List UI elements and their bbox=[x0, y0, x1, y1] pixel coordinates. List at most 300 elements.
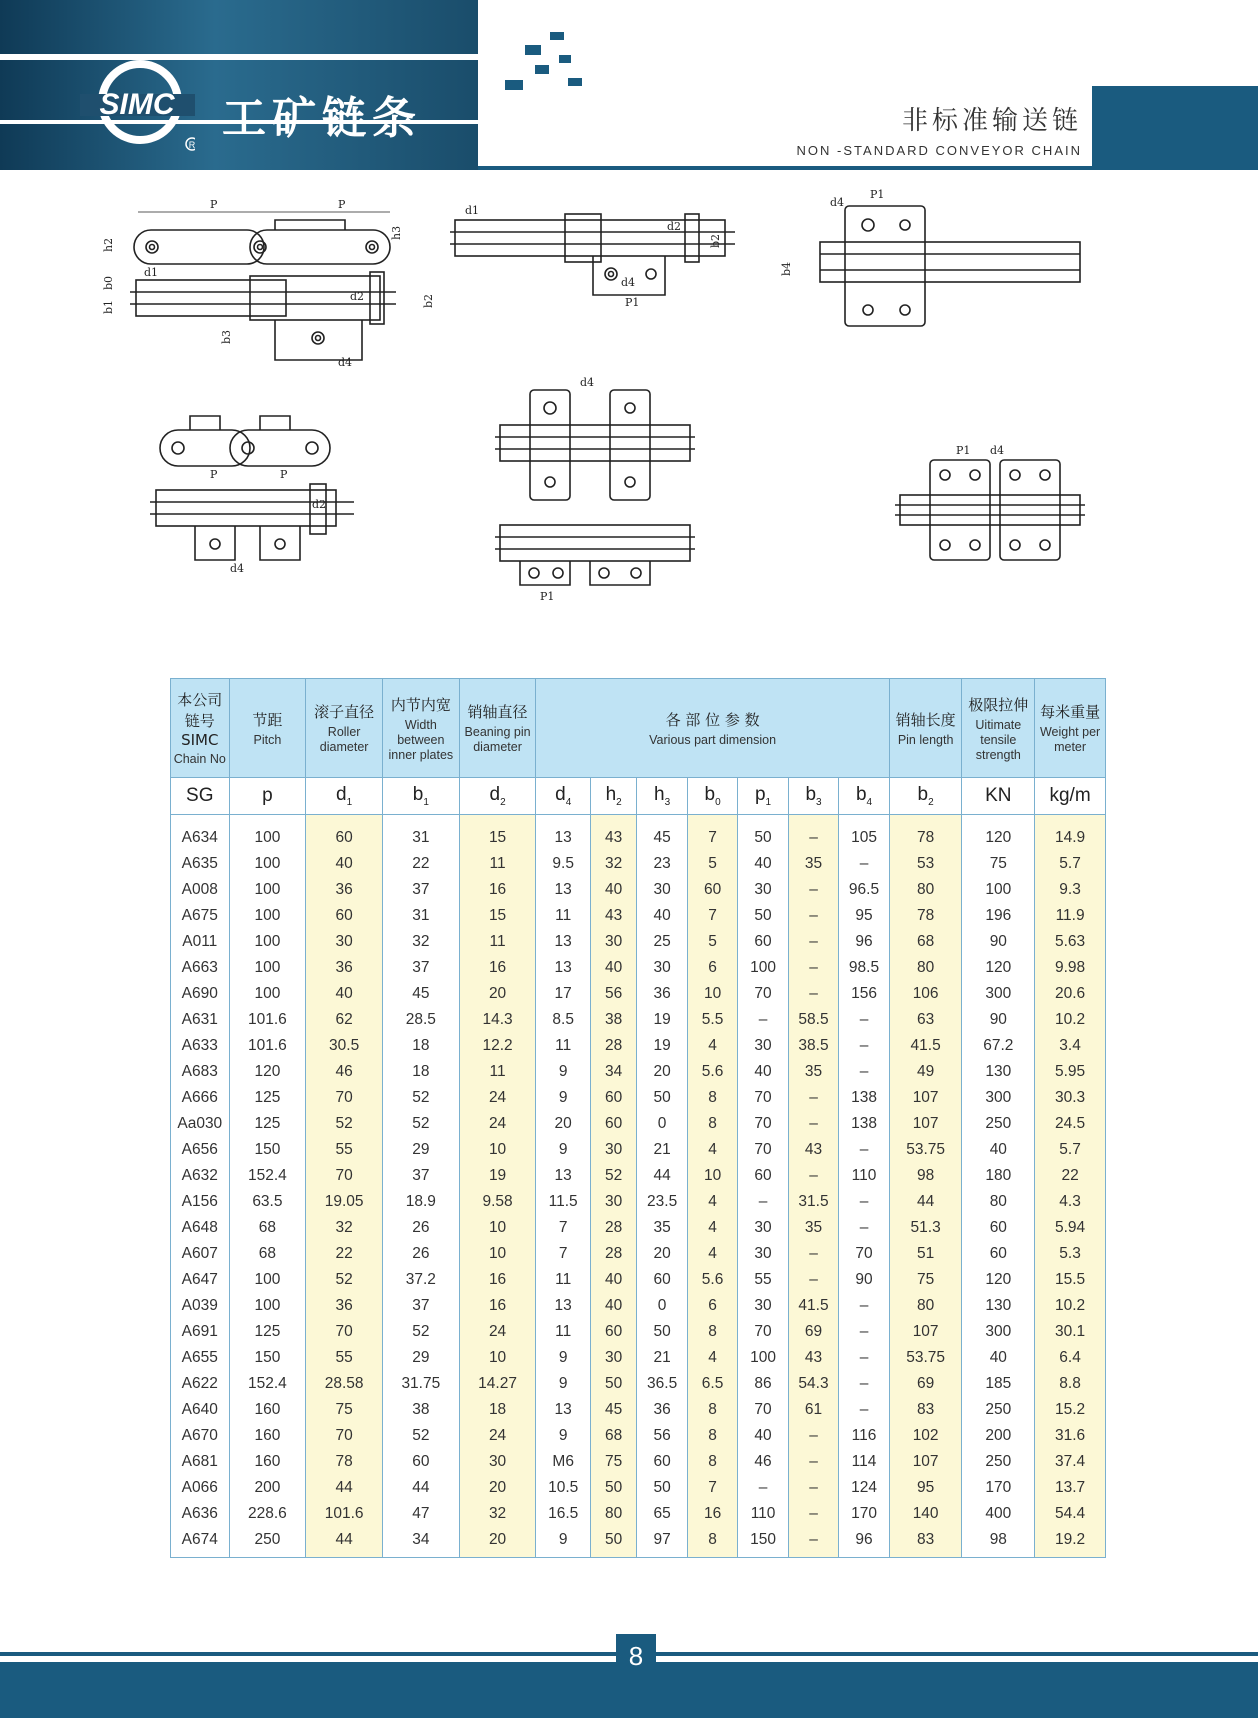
table-row bbox=[171, 1007, 1106, 1033]
table-cell: 36.5 bbox=[637, 1371, 687, 1397]
symbol-cell: $b_3$ bbox=[788, 778, 838, 815]
table-cell: 30 bbox=[306, 929, 383, 955]
table-cell: 8.8 bbox=[1035, 1371, 1106, 1397]
table-cell: 38 bbox=[590, 1007, 636, 1033]
table-cell: 70 bbox=[738, 1111, 788, 1137]
table-cell: 78 bbox=[889, 815, 962, 852]
table-cell: 11 bbox=[536, 903, 591, 929]
table-cell: A666 bbox=[171, 1085, 230, 1111]
header-stripe bbox=[0, 54, 478, 60]
table-cell: 40 bbox=[962, 1137, 1035, 1163]
table-cell: 4 bbox=[687, 1137, 737, 1163]
table-cell: 31.6 bbox=[1035, 1423, 1106, 1449]
table-cell: 10 bbox=[459, 1215, 536, 1241]
header-roller-diameter: 滚子直径 Roller diameter bbox=[306, 679, 383, 778]
table-cell: 11.9 bbox=[1035, 903, 1106, 929]
table-row bbox=[171, 1241, 1106, 1267]
table-cell: A636 bbox=[171, 1501, 230, 1527]
table-cell: 37 bbox=[382, 877, 459, 903]
table-row bbox=[171, 1475, 1106, 1501]
table-cell: 40 bbox=[590, 1293, 636, 1319]
page-header bbox=[0, 0, 1258, 170]
table-cell: – bbox=[839, 1293, 890, 1319]
table-cell: 20 bbox=[536, 1111, 591, 1137]
table-cell: A634 bbox=[171, 815, 230, 852]
table-cell: 5.63 bbox=[1035, 929, 1106, 955]
table-cell: 11 bbox=[459, 1059, 536, 1085]
table-row bbox=[171, 851, 1106, 877]
table-cell: 22 bbox=[1035, 1163, 1106, 1189]
table-cell: 120 bbox=[229, 1059, 306, 1085]
table-cell: 70 bbox=[306, 1163, 383, 1189]
table-cell: – bbox=[788, 903, 838, 929]
label-b0: b0 bbox=[102, 275, 115, 290]
table-cell: 60 bbox=[382, 1449, 459, 1475]
table-cell: 250 bbox=[962, 1449, 1035, 1475]
table-cell: 30.5 bbox=[306, 1033, 383, 1059]
table-cell: 54.4 bbox=[1035, 1501, 1106, 1527]
table-cell: 90 bbox=[839, 1267, 890, 1293]
table-cell: 140 bbox=[889, 1501, 962, 1527]
table-cell: 5.6 bbox=[687, 1059, 737, 1085]
table-cell: – bbox=[839, 1319, 890, 1345]
table-cell: 16.5 bbox=[536, 1501, 591, 1527]
table-cell: 29 bbox=[382, 1345, 459, 1371]
table-cell: 3.4 bbox=[1035, 1033, 1106, 1059]
table-cell: A607 bbox=[171, 1241, 230, 1267]
table-cell: 37.2 bbox=[382, 1267, 459, 1293]
table-cell: A681 bbox=[171, 1449, 230, 1475]
table-cell: 200 bbox=[229, 1475, 306, 1501]
chain-technical-drawings bbox=[100, 180, 1140, 660]
table-cell: 20 bbox=[459, 1527, 536, 1558]
table-cell: 37 bbox=[382, 1163, 459, 1189]
table-cell: 21 bbox=[637, 1137, 687, 1163]
table-cell: 23 bbox=[637, 851, 687, 877]
table-cell: 300 bbox=[962, 1319, 1035, 1345]
table-cell: – bbox=[839, 1007, 890, 1033]
table-cell: 20 bbox=[637, 1241, 687, 1267]
table-cell: 300 bbox=[962, 981, 1035, 1007]
table-cell: 10.2 bbox=[1035, 1293, 1106, 1319]
table-cell: – bbox=[788, 1163, 838, 1189]
table-cell: 13 bbox=[536, 1163, 591, 1189]
table-cell: 53.75 bbox=[889, 1137, 962, 1163]
table-cell: 10.5 bbox=[536, 1475, 591, 1501]
table-cell: 75 bbox=[889, 1267, 962, 1293]
table-cell: 23.5 bbox=[637, 1189, 687, 1215]
table-cell: 18 bbox=[459, 1397, 536, 1423]
table-cell: 44 bbox=[637, 1163, 687, 1189]
symbol-cell: $b_1$ bbox=[382, 778, 459, 815]
table-cell: 114 bbox=[839, 1449, 890, 1475]
drawing-1 bbox=[102, 198, 435, 369]
table-cell: 36 bbox=[637, 981, 687, 1007]
table-cell: 9 bbox=[536, 1371, 591, 1397]
table-cell: 60 bbox=[637, 1267, 687, 1293]
symbol-cell: $h_2$ bbox=[590, 778, 636, 815]
table-cell: – bbox=[788, 1501, 838, 1527]
table-cell: 150 bbox=[738, 1527, 788, 1558]
table-cell: 70 bbox=[306, 1423, 383, 1449]
table-cell: 34 bbox=[382, 1527, 459, 1558]
table-cell: A647 bbox=[171, 1267, 230, 1293]
label-p1: P1 bbox=[540, 590, 555, 603]
label-p: P bbox=[338, 198, 346, 211]
table-cell: A640 bbox=[171, 1397, 230, 1423]
table-cell: 86 bbox=[738, 1371, 788, 1397]
table-cell: 8 bbox=[687, 1449, 737, 1475]
table-cell: 56 bbox=[590, 981, 636, 1007]
table-cell: 9 bbox=[536, 1527, 591, 1558]
table-cell: 180 bbox=[962, 1163, 1035, 1189]
table-cell: 60 bbox=[306, 815, 383, 852]
label-d4: d4 bbox=[580, 376, 595, 389]
table-cell: 22 bbox=[382, 851, 459, 877]
table-cell: 36 bbox=[306, 955, 383, 981]
table-cell: 100 bbox=[738, 955, 788, 981]
label-b3: b3 bbox=[220, 329, 233, 344]
table-cell: 400 bbox=[962, 1501, 1035, 1527]
table-cell: – bbox=[738, 1475, 788, 1501]
table-cell: A655 bbox=[171, 1345, 230, 1371]
table-cell: 10 bbox=[459, 1345, 536, 1371]
table-cell: 10 bbox=[687, 981, 737, 1007]
table-cell: 24.5 bbox=[1035, 1111, 1106, 1137]
table-cell: 70 bbox=[306, 1085, 383, 1111]
table-cell: 46 bbox=[738, 1449, 788, 1475]
table-cell: 44 bbox=[382, 1475, 459, 1501]
table-cell: 152.4 bbox=[229, 1371, 306, 1397]
label-p1: P1 bbox=[625, 296, 640, 309]
table-cell: – bbox=[788, 815, 838, 852]
table-cell: 7 bbox=[536, 1241, 591, 1267]
table-cell: 16 bbox=[687, 1501, 737, 1527]
table-row bbox=[171, 1267, 1106, 1293]
table-cell: 50 bbox=[637, 1475, 687, 1501]
symbol-cell: p bbox=[229, 778, 306, 815]
decor-block bbox=[550, 32, 564, 40]
table-symbol-row bbox=[171, 778, 1106, 815]
table-cell: 68 bbox=[229, 1241, 306, 1267]
table-cell: – bbox=[839, 1215, 890, 1241]
label-p: P bbox=[210, 198, 218, 211]
label-d2: d2 bbox=[350, 290, 365, 303]
table-cell: 31.5 bbox=[788, 1189, 838, 1215]
table-cell: 65 bbox=[637, 1501, 687, 1527]
table-cell: 100 bbox=[962, 877, 1035, 903]
table-cell: – bbox=[839, 851, 890, 877]
table-row bbox=[171, 1501, 1106, 1527]
header-pin-length: 销轴长度 Pin length bbox=[889, 679, 962, 778]
table-cell: 83 bbox=[889, 1527, 962, 1558]
table-cell: 7 bbox=[687, 903, 737, 929]
table-cell: 38 bbox=[382, 1397, 459, 1423]
table-cell: 83 bbox=[889, 1397, 962, 1423]
table-cell: – bbox=[788, 1111, 838, 1137]
table-cell: 60 bbox=[738, 1163, 788, 1189]
table-row bbox=[171, 1137, 1106, 1163]
table-cell: 107 bbox=[889, 1449, 962, 1475]
table-cell: 15.2 bbox=[1035, 1397, 1106, 1423]
table-cell: 47 bbox=[382, 1501, 459, 1527]
table-cell: 8 bbox=[687, 1423, 737, 1449]
table-cell: 50 bbox=[590, 1371, 636, 1397]
label-b2: b2 bbox=[422, 293, 435, 308]
table-cell: 80 bbox=[590, 1501, 636, 1527]
table-cell: 32 bbox=[459, 1501, 536, 1527]
table-cell: 30.1 bbox=[1035, 1319, 1106, 1345]
table-cell: 160 bbox=[229, 1423, 306, 1449]
table-cell: 32 bbox=[590, 851, 636, 877]
table-row bbox=[171, 1449, 1106, 1475]
table-cell: 38.5 bbox=[788, 1033, 838, 1059]
table-cell: 100 bbox=[229, 929, 306, 955]
table-row bbox=[171, 1033, 1106, 1059]
table-cell: 75 bbox=[962, 851, 1035, 877]
table-cell: 52 bbox=[382, 1423, 459, 1449]
table-cell: 96.5 bbox=[839, 877, 890, 903]
table-cell: 40 bbox=[962, 1345, 1035, 1371]
table-cell: 6 bbox=[687, 955, 737, 981]
table-cell: 10.2 bbox=[1035, 1007, 1106, 1033]
table-cell: 11 bbox=[459, 929, 536, 955]
table-cell: 105 bbox=[839, 815, 890, 852]
table-cell: 41.5 bbox=[788, 1293, 838, 1319]
table-cell: 13 bbox=[536, 929, 591, 955]
table-cell: 4 bbox=[687, 1215, 737, 1241]
table-cell: 5.6 bbox=[687, 1267, 737, 1293]
table-cell: 36 bbox=[306, 1293, 383, 1319]
table-cell: – bbox=[788, 929, 838, 955]
table-cell: 15 bbox=[459, 903, 536, 929]
table-cell: 18 bbox=[382, 1033, 459, 1059]
table-row bbox=[171, 929, 1106, 955]
table-cell: 14.3 bbox=[459, 1007, 536, 1033]
table-cell: 53 bbox=[889, 851, 962, 877]
table-cell: 21 bbox=[637, 1345, 687, 1371]
table-cell: – bbox=[738, 1007, 788, 1033]
table-cell: 100 bbox=[229, 1267, 306, 1293]
table-cell: 44 bbox=[306, 1527, 383, 1558]
table-cell: 58.5 bbox=[788, 1007, 838, 1033]
table-cell: 60 bbox=[590, 1085, 636, 1111]
table-cell: 55 bbox=[306, 1137, 383, 1163]
table-cell: 60 bbox=[306, 903, 383, 929]
table-cell: 40 bbox=[306, 851, 383, 877]
table-cell: 9.3 bbox=[1035, 877, 1106, 903]
page-title: 非标准输送链 bbox=[901, 106, 1082, 136]
simc-logo bbox=[80, 58, 195, 153]
table-cell: M6 bbox=[536, 1449, 591, 1475]
table-cell: 28.5 bbox=[382, 1007, 459, 1033]
table-cell: 8 bbox=[687, 1111, 737, 1137]
table-cell: 101.6 bbox=[306, 1501, 383, 1527]
table-cell: – bbox=[839, 1345, 890, 1371]
table-cell: 78 bbox=[889, 903, 962, 929]
table-cell: A066 bbox=[171, 1475, 230, 1501]
table-cell: 9 bbox=[536, 1345, 591, 1371]
table-cell: 8 bbox=[687, 1527, 737, 1558]
table-cell: 35 bbox=[788, 1215, 838, 1241]
svg-text:R: R bbox=[188, 140, 195, 150]
symbol-cell: $d_2$ bbox=[459, 778, 536, 815]
table-cell: 106 bbox=[889, 981, 962, 1007]
table-cell: 100 bbox=[738, 1345, 788, 1371]
table-row bbox=[171, 1111, 1106, 1137]
table-cell: A663 bbox=[171, 955, 230, 981]
logo-text: SIMC bbox=[99, 88, 175, 121]
table-cell: 70 bbox=[738, 1085, 788, 1111]
table-cell: 11.5 bbox=[536, 1189, 591, 1215]
table-cell: 60 bbox=[687, 877, 737, 903]
table-cell: 75 bbox=[306, 1397, 383, 1423]
chain-spec-table bbox=[170, 678, 1106, 1558]
table-cell: 70 bbox=[738, 1137, 788, 1163]
table-cell: 40 bbox=[637, 903, 687, 929]
table-cell: – bbox=[788, 981, 838, 1007]
table-cell: 5.94 bbox=[1035, 1215, 1106, 1241]
table-row bbox=[171, 981, 1106, 1007]
table-cell: 40 bbox=[590, 1267, 636, 1293]
table-cell: 46 bbox=[306, 1059, 383, 1085]
table-cell: 4 bbox=[687, 1189, 737, 1215]
table-cell: 60 bbox=[637, 1449, 687, 1475]
table-cell: 70 bbox=[738, 981, 788, 1007]
table-cell: 14.27 bbox=[459, 1371, 536, 1397]
table-cell: 110 bbox=[839, 1163, 890, 1189]
table-cell: 15.5 bbox=[1035, 1267, 1106, 1293]
table-cell: 51 bbox=[889, 1241, 962, 1267]
chain-spec-table-wrap bbox=[170, 678, 1106, 1558]
table-cell: – bbox=[788, 1267, 838, 1293]
table-cell: 170 bbox=[962, 1475, 1035, 1501]
decor-block bbox=[505, 80, 523, 90]
table-cell: 16 bbox=[459, 877, 536, 903]
table-row bbox=[171, 1527, 1106, 1558]
header-decor-blocks bbox=[455, 0, 600, 100]
table-cell: 100 bbox=[229, 903, 306, 929]
table-cell: 35 bbox=[788, 1059, 838, 1085]
table-cell: 68 bbox=[889, 929, 962, 955]
label-h2: h2 bbox=[102, 237, 115, 252]
table-cell: 35 bbox=[788, 851, 838, 877]
table-cell: – bbox=[788, 1527, 838, 1558]
table-cell: 9.5 bbox=[536, 851, 591, 877]
table-cell: 40 bbox=[738, 1423, 788, 1449]
table-cell: 8.5 bbox=[536, 1007, 591, 1033]
table-cell: – bbox=[839, 1189, 890, 1215]
table-cell: 13.7 bbox=[1035, 1475, 1106, 1501]
table-cell: 43 bbox=[590, 815, 636, 852]
table-row bbox=[171, 815, 1106, 852]
table-cell: 152.4 bbox=[229, 1163, 306, 1189]
table-cell: 19 bbox=[459, 1163, 536, 1189]
table-cell: 63 bbox=[889, 1007, 962, 1033]
table-cell: 4 bbox=[687, 1033, 737, 1059]
symbol-cell: $d_1$ bbox=[306, 778, 383, 815]
table-cell: 8 bbox=[687, 1085, 737, 1111]
table-cell: 11 bbox=[536, 1319, 591, 1345]
label-b2: b2 bbox=[709, 233, 722, 248]
table-cell: 26 bbox=[382, 1241, 459, 1267]
header-right-bar bbox=[1092, 86, 1258, 170]
decor-block bbox=[535, 65, 549, 74]
table-cell: 60 bbox=[590, 1111, 636, 1137]
table-cell: 28.58 bbox=[306, 1371, 383, 1397]
table-body bbox=[171, 815, 1106, 1558]
label-d4: d4 bbox=[621, 276, 636, 289]
label-d4: d4 bbox=[990, 444, 1005, 457]
table-cell: 7 bbox=[687, 1475, 737, 1501]
table-cell: 101.6 bbox=[229, 1033, 306, 1059]
symbol-cell: $d_4$ bbox=[536, 778, 591, 815]
label-d1: d1 bbox=[144, 266, 159, 279]
table-cell: A039 bbox=[171, 1293, 230, 1319]
table-cell: 30 bbox=[738, 1293, 788, 1319]
table-cell: 138 bbox=[839, 1111, 890, 1137]
table-cell: 4 bbox=[687, 1241, 737, 1267]
table-cell: 80 bbox=[889, 955, 962, 981]
table-row bbox=[171, 1319, 1106, 1345]
table-row bbox=[171, 1085, 1106, 1111]
table-cell: 80 bbox=[962, 1189, 1035, 1215]
table-cell: 185 bbox=[962, 1371, 1035, 1397]
table-cell: 250 bbox=[229, 1527, 306, 1558]
table-cell: 35 bbox=[637, 1215, 687, 1241]
table-cell: 6.4 bbox=[1035, 1345, 1106, 1371]
label-d2: d2 bbox=[667, 220, 682, 233]
table-cell: 52 bbox=[382, 1319, 459, 1345]
header-part-dimension: 各 部 位 参 数 Various part dimension bbox=[536, 679, 889, 778]
symbol-cell: kg/m bbox=[1035, 778, 1106, 815]
table-cell: 19 bbox=[637, 1033, 687, 1059]
table-cell: 40 bbox=[738, 851, 788, 877]
table-cell: 36 bbox=[637, 1397, 687, 1423]
table-cell: 78 bbox=[306, 1449, 383, 1475]
table-cell: 30 bbox=[590, 1345, 636, 1371]
table-cell: 30 bbox=[637, 877, 687, 903]
table-cell: 40 bbox=[738, 1059, 788, 1085]
table-cell: 50 bbox=[738, 815, 788, 852]
table-cell: 16 bbox=[459, 1293, 536, 1319]
table-cell: 31 bbox=[382, 903, 459, 929]
decor-block bbox=[568, 78, 582, 86]
table-cell: 45 bbox=[382, 981, 459, 1007]
table-cell: 10 bbox=[459, 1241, 536, 1267]
table-cell: 20 bbox=[637, 1059, 687, 1085]
table-cell: 75 bbox=[590, 1449, 636, 1475]
table-cell: A011 bbox=[171, 929, 230, 955]
table-cell: 16 bbox=[459, 955, 536, 981]
drawing-6 bbox=[895, 444, 1085, 560]
table-cell: 170 bbox=[839, 1501, 890, 1527]
table-cell: 125 bbox=[229, 1319, 306, 1345]
table-cell: 8 bbox=[687, 1319, 737, 1345]
table-cell: 52 bbox=[306, 1267, 383, 1293]
table-cell: 30 bbox=[590, 929, 636, 955]
table-cell: 14.9 bbox=[1035, 815, 1106, 852]
table-cell: 30 bbox=[637, 955, 687, 981]
table-cell: 100 bbox=[229, 877, 306, 903]
table-row bbox=[171, 1423, 1106, 1449]
table-cell: 45 bbox=[637, 815, 687, 852]
table-cell: A691 bbox=[171, 1319, 230, 1345]
table-row bbox=[171, 1371, 1106, 1397]
table-cell: 9 bbox=[536, 1085, 591, 1111]
table-cell: 95 bbox=[839, 903, 890, 929]
table-cell: 32 bbox=[306, 1215, 383, 1241]
